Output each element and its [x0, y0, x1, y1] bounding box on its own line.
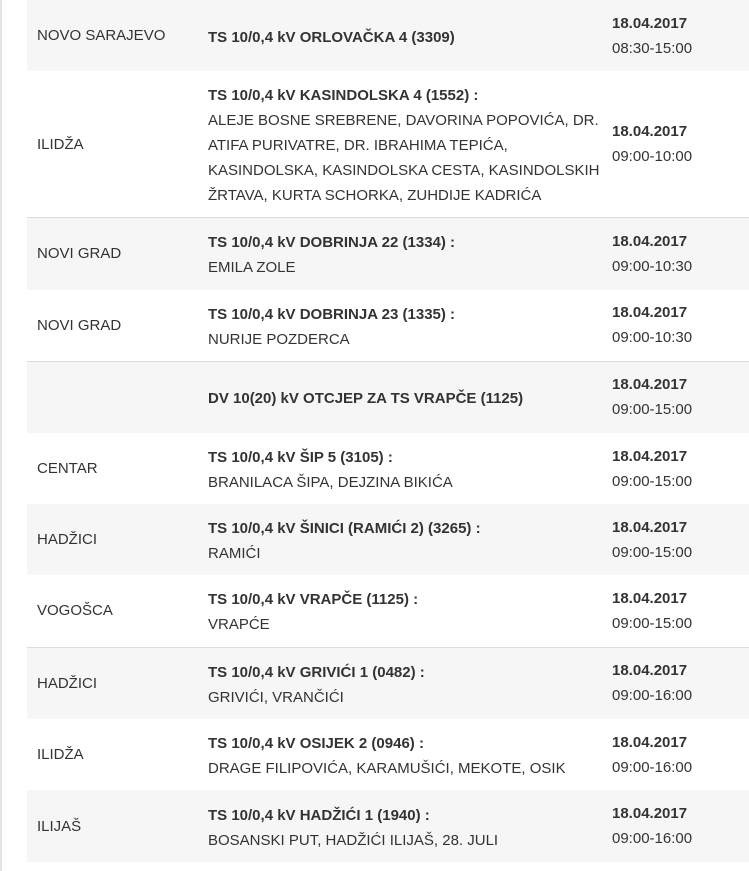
page-left-border — [0, 0, 2, 871]
substation-title: TS 10/0,4 kV ŠINICI (RAMIĆI 2) (3265) : — [208, 520, 481, 537]
outage-date: 18.04.2017 — [612, 232, 688, 250]
table-row — [27, 361, 749, 433]
outage-time: 09:00-10:30 — [612, 329, 693, 346]
outage-time: 09:00-15:00 — [612, 401, 693, 419]
substation-title: DV 10(20) kV OTCJEP ZA TS VRAPČE (1125) — [208, 390, 524, 408]
datetime-cell — [612, 71, 749, 218]
location-cell — [197, 0, 612, 71]
table-row — [27, 575, 749, 647]
outage-time: 09:00-10:00 — [612, 148, 693, 165]
area-cell: ILIDŽA — [37, 135, 84, 153]
outage-time: 09:00-15:00 — [612, 472, 693, 490]
datetime-cell — [612, 361, 749, 433]
location-cell — [197, 790, 612, 862]
affected-streets: BRANILACA ŠIPA, DEJZINA BIKIĆA — [208, 474, 453, 491]
affected-streets: GRIVIĆI, VRANČIĆI — [208, 688, 344, 706]
area-cell — [27, 361, 197, 433]
location-cell — [197, 433, 612, 504]
outage-time: 09:00-16:00 — [612, 758, 693, 776]
datetime-cell — [612, 647, 749, 719]
table-row — [27, 433, 749, 504]
outage-date: 18.04.2017 — [612, 805, 688, 822]
affected-streets: VRAPĆE — [208, 616, 270, 634]
substation-title: TS 10/0,4 kV KASINDOLSKA 4 (1552) : — [208, 87, 479, 104]
area-cell: NOVO SARAJEVO — [37, 27, 166, 44]
table-row — [27, 504, 749, 575]
area-cell: ILIDŽA — [37, 746, 84, 763]
table-row — [27, 719, 749, 790]
area-cell: HADŽICI — [37, 531, 97, 548]
area-cell: VOGOŠCA — [37, 602, 113, 620]
outage-date: 18.04.2017 — [612, 304, 688, 321]
datetime-cell — [612, 433, 749, 504]
location-cell — [197, 361, 612, 433]
location-cell — [197, 71, 612, 218]
substation-title: TS 10/0,4 kV DOBRINJA 23 (1335) : — [208, 305, 456, 323]
outage-date: 18.04.2017 — [612, 589, 688, 607]
table-row — [27, 0, 749, 71]
outage-date: 18.04.2017 — [612, 14, 688, 32]
outage-table — [27, 0, 749, 862]
outage-time: 08:30-15:00 — [612, 39, 693, 57]
substation-title: TS 10/0,4 kV DOBRINJA 22 (1334) : — [208, 234, 456, 252]
location-cell — [197, 647, 612, 719]
outage-time: 09:00-15:00 — [612, 543, 693, 561]
area-cell: NOVI GRAD — [37, 316, 122, 334]
substation-title: TS 10/0,4 kV ŠIP 5 (3105) : — [208, 449, 393, 466]
location-cell — [197, 218, 612, 290]
outage-date: 18.04.2017 — [612, 123, 688, 140]
outage-date: 18.04.2017 — [612, 662, 688, 680]
datetime-cell — [612, 290, 749, 362]
table-row — [27, 218, 749, 290]
datetime-cell — [612, 504, 749, 575]
outage-time: 09:00-16:00 — [612, 830, 693, 847]
datetime-cell — [612, 0, 749, 71]
affected-streets: NURIJE POZDERCA — [208, 330, 350, 348]
affected-streets: BOSANSKI PUT, HADŽIĆI ILIJAŠ, 28. JULI — [208, 831, 499, 849]
location-cell — [197, 575, 612, 647]
area-cell: ILIJAŠ — [37, 817, 82, 835]
substation-title: TS 10/0,4 kV HADŽIĆI 1 (1940) : — [208, 806, 430, 824]
outage-time: 09:00-15:00 — [612, 614, 693, 632]
location-cell — [197, 719, 612, 790]
affected-streets: DRAGE FILIPOVIĆA, KARAMUŠIĆI, MEKOTE, OSIK — [208, 760, 566, 777]
outage-time: 09:00-10:30 — [612, 257, 693, 275]
affected-streets: RAMIĆI — [208, 545, 261, 562]
datetime-cell — [612, 218, 749, 290]
outage-date: 18.04.2017 — [612, 376, 688, 394]
outage-time: 09:00-16:00 — [612, 687, 693, 705]
datetime-cell — [612, 790, 749, 862]
table-row — [27, 647, 749, 719]
datetime-cell — [612, 575, 749, 647]
affected-streets: ALEJE BOSNE SREBRENE, DAVORINA POPOVIĆA, DR. ATIFA PURIVATRE, DR. IBRAHIMA TEPIĆA, KASINDOLSKA, KASINDOLSKA CESTA, KASINDOLSKIH ŽRTAVA, KURTA SCHORKA, ZUHDIJE KADRIĆA — [208, 112, 600, 204]
outage-date: 18.04.2017 — [612, 518, 688, 536]
location-cell — [197, 504, 612, 575]
area-cell: NOVI GRAD — [27, 218, 197, 290]
substation-title: TS 10/0,4 kV OSIJEK 2 (0946) : — [208, 735, 424, 752]
outage-date: 18.04.2017 — [612, 733, 688, 751]
location-cell — [197, 290, 612, 362]
area-cell: CENTAR — [37, 460, 98, 477]
substation-title: TS 10/0,4 kV ORLOVAČKA 4 (3309) — [208, 28, 455, 46]
table-row — [27, 290, 749, 362]
substation-title: TS 10/0,4 kV VRAPČE (1125) : — [208, 591, 419, 609]
datetime-cell — [612, 719, 749, 790]
area-cell: HADŽICI — [27, 647, 197, 719]
affected-streets: EMILA ZOLE — [208, 259, 296, 277]
outage-date: 18.04.2017 — [612, 447, 688, 465]
table-row — [27, 71, 749, 218]
table-row — [27, 790, 749, 862]
substation-title: TS 10/0,4 kV GRIVIĆI 1 (0482) : — [208, 663, 425, 681]
